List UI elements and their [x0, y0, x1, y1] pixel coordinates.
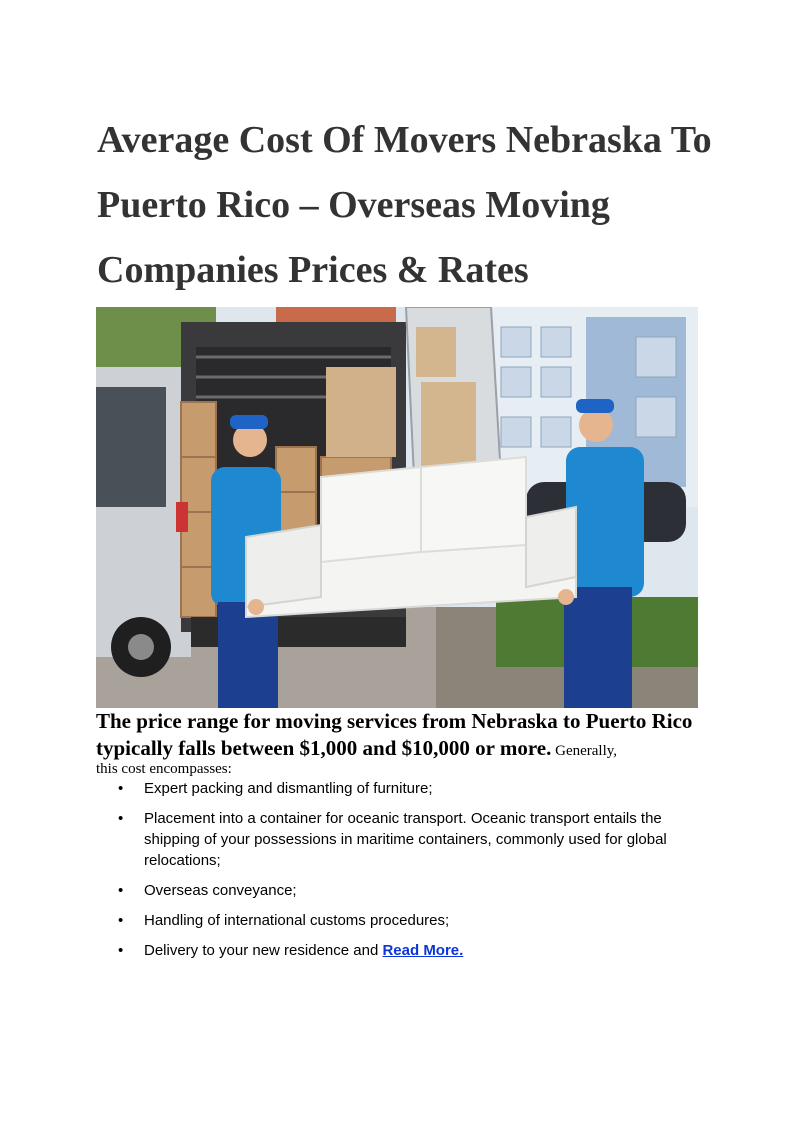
intro-tail-text: this cost encompasses: [96, 761, 232, 777]
page-title: Average Cost Of Movers Nebraska To Puerto Rico – Overseas Moving Companies Prices & Rates [97, 119, 712, 291]
list-item-text: Placement into a container for oceanic transport. Oceanic transport entails the shipping of your possessions in maritime containers, commonly used for global relocations; [144, 810, 667, 869]
intro-inline-text: Generally, [551, 743, 618, 759]
cost-list [96, 778, 706, 970]
list-item [96, 880, 706, 901]
list-item-text: Expert packing and dismantling of furniture; [144, 780, 433, 797]
hero-image [96, 307, 698, 708]
list-item-text: Handling of international customs procedures; [144, 912, 450, 929]
bullet-icon: • [118, 912, 124, 929]
bullet-icon: • [118, 810, 124, 827]
intro-paragraph [96, 709, 706, 764]
bullet-icon: • [118, 942, 124, 959]
list-item-text: Overseas conveyance; [144, 882, 297, 899]
intro-bold-text: The price range for moving services from Nebraska to Puerto Rico typically falls between $1,000 and $10,000 or more. [96, 709, 693, 760]
list-item-text: Delivery to your new residence and [144, 942, 383, 959]
read-more-link[interactable]: Read More. [382, 942, 464, 959]
list-item [96, 940, 706, 961]
bullet-icon: • [118, 780, 124, 797]
list-item [96, 808, 706, 871]
list-item [96, 910, 706, 931]
bullet-icon: • [118, 882, 124, 899]
list-item [96, 778, 706, 799]
moving-van-photo-icon [96, 307, 698, 708]
